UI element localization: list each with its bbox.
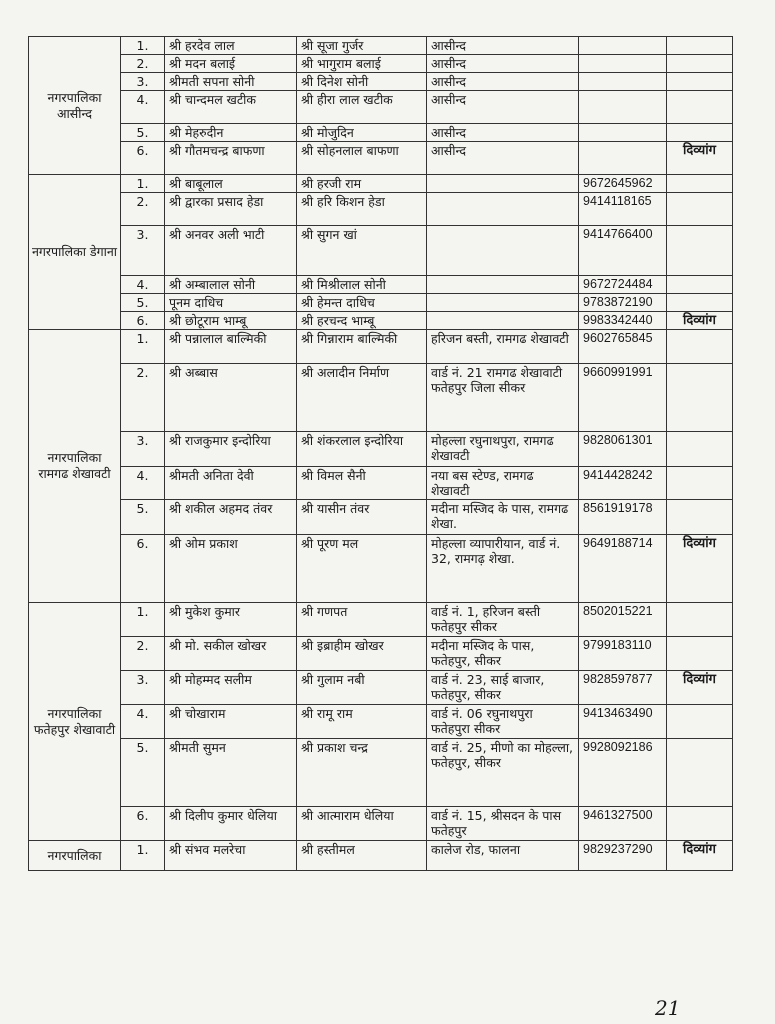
table-row — [29, 91, 733, 124]
table-row — [29, 193, 733, 226]
table-row — [29, 841, 733, 871]
address-cell — [427, 276, 579, 294]
father-name-cell: श्री रामू राम — [297, 705, 427, 739]
father-name-cell: श्री पूरण मल — [297, 535, 427, 603]
address-cell — [427, 193, 579, 226]
father-name-cell: श्री गुलाम नबी — [297, 671, 427, 705]
phone-cell: 9928092186 — [579, 739, 667, 807]
father-name-cell: श्री हेमन्त दाधिच — [297, 294, 427, 312]
name-cell: श्री मो. सकील खोखर — [165, 637, 297, 671]
serial-number-cell: 1. — [121, 603, 165, 637]
remark-cell — [667, 705, 733, 739]
name-cell: श्रीमती सपना सोनी — [165, 73, 297, 91]
serial-number-cell: 5. — [121, 124, 165, 142]
remark-cell: दिव्यांग — [667, 312, 733, 330]
table-row — [29, 603, 733, 637]
phone-cell — [579, 142, 667, 175]
remark-cell — [667, 500, 733, 535]
phone-cell: 9602765845 — [579, 330, 667, 364]
serial-number-cell: 2. — [121, 193, 165, 226]
father-name-cell: श्री प्रकाश चन्द्र — [297, 739, 427, 807]
remark-cell: दिव्यांग — [667, 142, 733, 175]
name-cell: श्री राजकुमार इन्दोरिया — [165, 432, 297, 467]
remark-cell — [667, 807, 733, 841]
remark-cell — [667, 467, 733, 500]
remark-cell — [667, 432, 733, 467]
remark-cell — [667, 739, 733, 807]
address-cell: आसीन्द — [427, 91, 579, 124]
municipality-cell: नगरपालिका रामगढ शेखावटी — [29, 330, 121, 603]
address-cell: वार्ड नं. 15, श्रीसदन के पास फतेहपुर — [427, 807, 579, 841]
serial-number-cell: 1. — [121, 330, 165, 364]
father-name-cell: श्री हस्तीमल — [297, 841, 427, 871]
name-cell: श्री दिलीप कुमार धेलिया — [165, 807, 297, 841]
municipality-cell: नगरपालिका — [29, 841, 121, 871]
serial-number-cell: 4. — [121, 91, 165, 124]
table-row — [29, 142, 733, 175]
phone-cell: 9799183110 — [579, 637, 667, 671]
remark-cell — [667, 55, 733, 73]
address-cell: मदीना मस्जिद के पास, फतेहपुर, सीकर — [427, 637, 579, 671]
father-name-cell: श्री सुगन खां — [297, 226, 427, 276]
name-cell: श्री संभव मलरेचा — [165, 841, 297, 871]
serial-number-cell: 3. — [121, 671, 165, 705]
father-name-cell: श्री विमल सैनी — [297, 467, 427, 500]
father-name-cell: श्री गणपत — [297, 603, 427, 637]
serial-number-cell: 1. — [121, 175, 165, 193]
name-cell: श्री बाबूलाल — [165, 175, 297, 193]
table-row — [29, 705, 733, 739]
name-cell: श्री हरदेव लाल — [165, 37, 297, 55]
phone-cell: 9414428242 — [579, 467, 667, 500]
remark-cell — [667, 637, 733, 671]
remark-cell: दिव्यांग — [667, 535, 733, 603]
name-cell: श्री द्वारका प्रसाद हेडा — [165, 193, 297, 226]
table-row — [29, 294, 733, 312]
name-cell: श्री गौतमचन्द्र बाफणा — [165, 142, 297, 175]
address-cell: हरिजन बस्ती, रामगढ शेखावटी — [427, 330, 579, 364]
beneficiary-table — [28, 36, 733, 871]
address-cell: आसीन्द — [427, 37, 579, 55]
phone-cell: 8502015221 — [579, 603, 667, 637]
phone-cell: 9983342440 — [579, 312, 667, 330]
address-cell: कालेज रोड, फालना — [427, 841, 579, 871]
remark-cell — [667, 73, 733, 91]
municipality-cell: नगरपालिका डेगाना — [29, 175, 121, 330]
remark-cell: दिव्यांग — [667, 671, 733, 705]
municipality-cell: नगरपालिका आसीन्द — [29, 37, 121, 175]
serial-number-cell: 1. — [121, 841, 165, 871]
table-row — [29, 37, 733, 55]
serial-number-cell: 1. — [121, 37, 165, 55]
father-name-cell: श्री मिश्रीलाल सोनी — [297, 276, 427, 294]
serial-number-cell: 5. — [121, 294, 165, 312]
table-row — [29, 467, 733, 500]
serial-number-cell: 5. — [121, 500, 165, 535]
serial-number-cell: 2. — [121, 364, 165, 432]
phone-cell: 9828061301 — [579, 432, 667, 467]
father-name-cell: श्री मोजुदिन — [297, 124, 427, 142]
name-cell: श्री अब्बास — [165, 364, 297, 432]
name-cell: श्री मेहरुदीन — [165, 124, 297, 142]
serial-number-cell: 4. — [121, 705, 165, 739]
phone-cell: 9672645962 — [579, 175, 667, 193]
table-row — [29, 55, 733, 73]
serial-number-cell: 6. — [121, 142, 165, 175]
remark-cell — [667, 226, 733, 276]
name-cell: श्रीमती अनिता देवी — [165, 467, 297, 500]
page-number: 21 — [655, 996, 681, 1020]
address-cell: मोहल्ला व्यापारीयान, वार्ड नं. 32, रामगढ़ शेखा. — [427, 535, 579, 603]
remark-cell — [667, 364, 733, 432]
phone-cell: 9829237290 — [579, 841, 667, 871]
remark-cell — [667, 294, 733, 312]
address-cell: वार्ड नं. 25, मीणो का मोहल्ला, फतेहपुर, सीकर — [427, 739, 579, 807]
father-name-cell: श्री आत्माराम धेलिया — [297, 807, 427, 841]
table-row — [29, 739, 733, 807]
remark-cell — [667, 330, 733, 364]
name-cell: श्री अम्बालाल सोनी — [165, 276, 297, 294]
serial-number-cell: 4. — [121, 276, 165, 294]
address-cell: नया बस स्टेण्ड, रामगढ शेखावटी — [427, 467, 579, 500]
name-cell: पूनम दाधिच — [165, 294, 297, 312]
table-row — [29, 124, 733, 142]
table-row — [29, 364, 733, 432]
address-cell: मदीना मस्जिद के पास, रामगढ शेखा. — [427, 500, 579, 535]
serial-number-cell: 2. — [121, 637, 165, 671]
table-row — [29, 637, 733, 671]
address-cell: वार्ड नं. 23, साई बाजार, फतेहपुर, सीकर — [427, 671, 579, 705]
name-cell: श्रीमती सुमन — [165, 739, 297, 807]
phone-cell: 8561919178 — [579, 500, 667, 535]
serial-number-cell: 6. — [121, 312, 165, 330]
address-cell: मोहल्ला रघुनाथपुरा, रामगढ शेखावटी — [427, 432, 579, 467]
phone-cell: 9828597877 — [579, 671, 667, 705]
father-name-cell: श्री सूजा गुर्जर — [297, 37, 427, 55]
remark-cell — [667, 603, 733, 637]
remark-cell: दिव्यांग — [667, 841, 733, 871]
table-row — [29, 535, 733, 603]
phone-cell — [579, 37, 667, 55]
remark-cell — [667, 37, 733, 55]
remark-cell — [667, 91, 733, 124]
phone-cell — [579, 124, 667, 142]
address-cell: वार्ड नं. 1, हरिजन बस्ती फतेहपुर सीकर — [427, 603, 579, 637]
phone-cell: 9649188714 — [579, 535, 667, 603]
father-name-cell: श्री हरचन्द भाम्बू — [297, 312, 427, 330]
phone-cell — [579, 91, 667, 124]
table-row — [29, 671, 733, 705]
phone-cell: 9414118165 — [579, 193, 667, 226]
phone-cell: 9660991991 — [579, 364, 667, 432]
table-row — [29, 226, 733, 276]
address-cell — [427, 175, 579, 193]
serial-number-cell: 3. — [121, 432, 165, 467]
name-cell: श्री मुकेश कुमार — [165, 603, 297, 637]
phone-cell — [579, 55, 667, 73]
name-cell: श्री छोटूराम भाम्बू — [165, 312, 297, 330]
serial-number-cell: 6. — [121, 535, 165, 603]
serial-number-cell: 2. — [121, 55, 165, 73]
father-name-cell: श्री यासीन तंवर — [297, 500, 427, 535]
address-cell — [427, 312, 579, 330]
father-name-cell: श्री हीरा लाल खटीक — [297, 91, 427, 124]
father-name-cell: श्री सोहनलाल बाफणा — [297, 142, 427, 175]
remark-cell — [667, 193, 733, 226]
phone-cell: 9414766400 — [579, 226, 667, 276]
address-cell: वार्ड नं. 06 रघुनाथपुरा फतेहपुरा सीकर — [427, 705, 579, 739]
address-cell — [427, 294, 579, 312]
name-cell: श्री पन्नालाल बाल्मिकी — [165, 330, 297, 364]
father-name-cell: श्री भागुराम बलाई — [297, 55, 427, 73]
name-cell: श्री अनवर अली भाटी — [165, 226, 297, 276]
table-row — [29, 312, 733, 330]
address-cell — [427, 226, 579, 276]
phone-cell: 9461327500 — [579, 807, 667, 841]
name-cell: श्री ओम प्रकाश — [165, 535, 297, 603]
table-row — [29, 432, 733, 467]
table-row — [29, 276, 733, 294]
serial-number-cell: 4. — [121, 467, 165, 500]
name-cell: श्री चोखाराम — [165, 705, 297, 739]
serial-number-cell: 6. — [121, 807, 165, 841]
table-row — [29, 330, 733, 364]
serial-number-cell: 5. — [121, 739, 165, 807]
name-cell: श्री शकील अहमद तंवर — [165, 500, 297, 535]
serial-number-cell: 3. — [121, 226, 165, 276]
address-cell: आसीन्द — [427, 124, 579, 142]
remark-cell — [667, 175, 733, 193]
name-cell: श्री चान्दमल खटीक — [165, 91, 297, 124]
address-cell: आसीन्द — [427, 55, 579, 73]
phone-cell: 9672724484 — [579, 276, 667, 294]
address-cell: आसीन्द — [427, 73, 579, 91]
remark-cell — [667, 124, 733, 142]
table-row — [29, 807, 733, 841]
table-row — [29, 73, 733, 91]
serial-number-cell: 3. — [121, 73, 165, 91]
phone-cell: 9413463490 — [579, 705, 667, 739]
address-cell: वार्ड नं. 21 रामगढ शेखावाटी फतेहपुर जिला सीकर — [427, 364, 579, 432]
father-name-cell: श्री इब्राहीम खोखर — [297, 637, 427, 671]
address-cell: आसीन्द — [427, 142, 579, 175]
father-name-cell: श्री अलादीन निर्माण — [297, 364, 427, 432]
father-name-cell: श्री हरि किशन हेडा — [297, 193, 427, 226]
name-cell: श्री मदन बलाई — [165, 55, 297, 73]
phone-cell: 9783872190 — [579, 294, 667, 312]
father-name-cell: श्री शंकरलाल इन्दोरिया — [297, 432, 427, 467]
municipality-cell: नगरपालिका फतेहपुर शेखावाटी — [29, 603, 121, 841]
father-name-cell: श्री हरजी राम — [297, 175, 427, 193]
table-row — [29, 500, 733, 535]
name-cell: श्री मोहम्मद सलीम — [165, 671, 297, 705]
father-name-cell: श्री गिन्नाराम बाल्मिकी — [297, 330, 427, 364]
father-name-cell: श्री दिनेश सोनी — [297, 73, 427, 91]
remark-cell — [667, 276, 733, 294]
table-row — [29, 175, 733, 193]
phone-cell — [579, 73, 667, 91]
